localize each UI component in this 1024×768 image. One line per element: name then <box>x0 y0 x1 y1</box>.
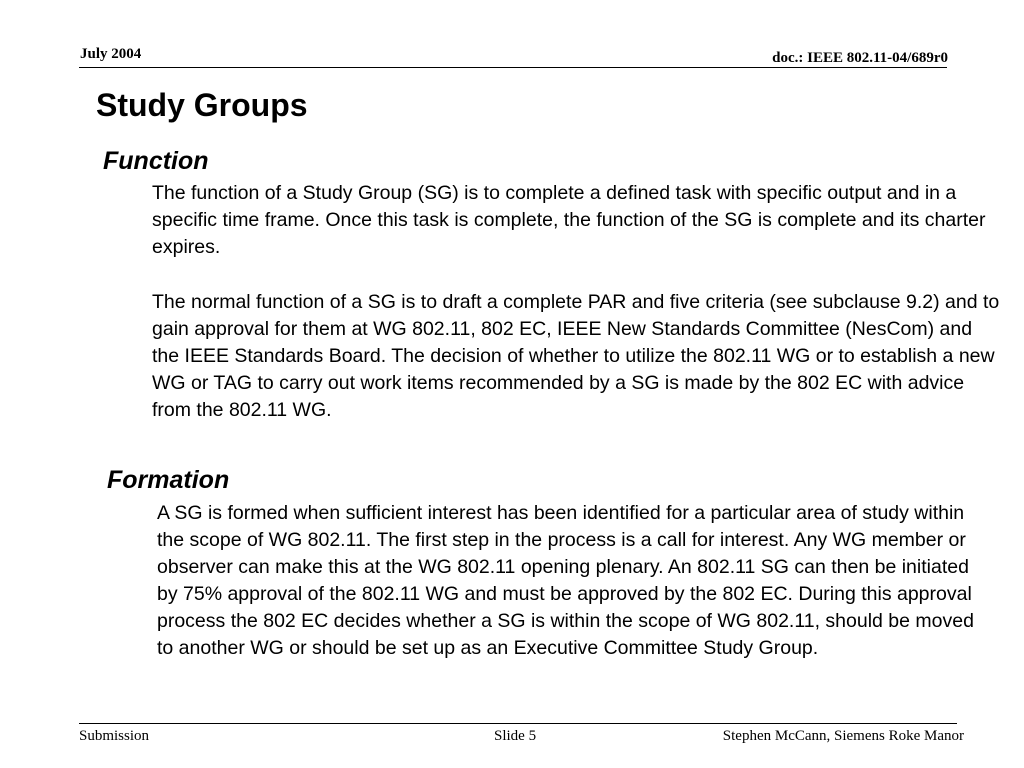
formation-heading: Formation <box>107 466 230 494</box>
header-date: July 2004 <box>80 46 142 62</box>
footer-submission: Submission <box>79 728 150 744</box>
header-doc-id: doc.: IEEE 802.11-04/689r0 <box>772 50 948 66</box>
footer-author: Stephen McCann, Siemens Roke Manor <box>722 728 964 744</box>
footer-slide-number: Slide 5 <box>494 728 537 744</box>
function-paragraph-2: The normal function of a SG is to draft a complete PAR and five criteria (see subclause 9.2) and to gain approval for them at WG 802.11, 802 EC, IEEE New Standards Committee (NesCom) and the IEEE Standards Board. The decision of whether to utilize the 802.11 WG or to establish a new WG or TAG to carry out work items recommended by a SG is made by the 802 EC with advice from the 802.11 WG. <box>152 291 1000 421</box>
function-heading: Function <box>103 147 209 175</box>
footer-divider <box>79 723 957 724</box>
slide-title: Study Groups <box>96 87 308 123</box>
function-paragraph-1: The function of a Study Group (SG) is to complete a defined task with specific output and in a specific time frame. Once this task is complete, the function of the SG is complete and its charter expires. <box>152 182 986 258</box>
formation-paragraph: A SG is formed when sufficient interest has been identified for a particular area of study within the scope of WG 802.11. The first step in the process is a call for interest. Any WG member or observer can make this at the WG 802.11 opening plenary. An 802.11 SG can then be initiated by 75% approval of the 802.11 WG and must be approved by the 802 EC. During this approval process the 802 EC decides whether a SG is within the scope of WG 802.11, should be moved to another WG or should be set up as an Executive Committee Study Group. <box>157 502 974 659</box>
header-divider <box>79 67 947 68</box>
